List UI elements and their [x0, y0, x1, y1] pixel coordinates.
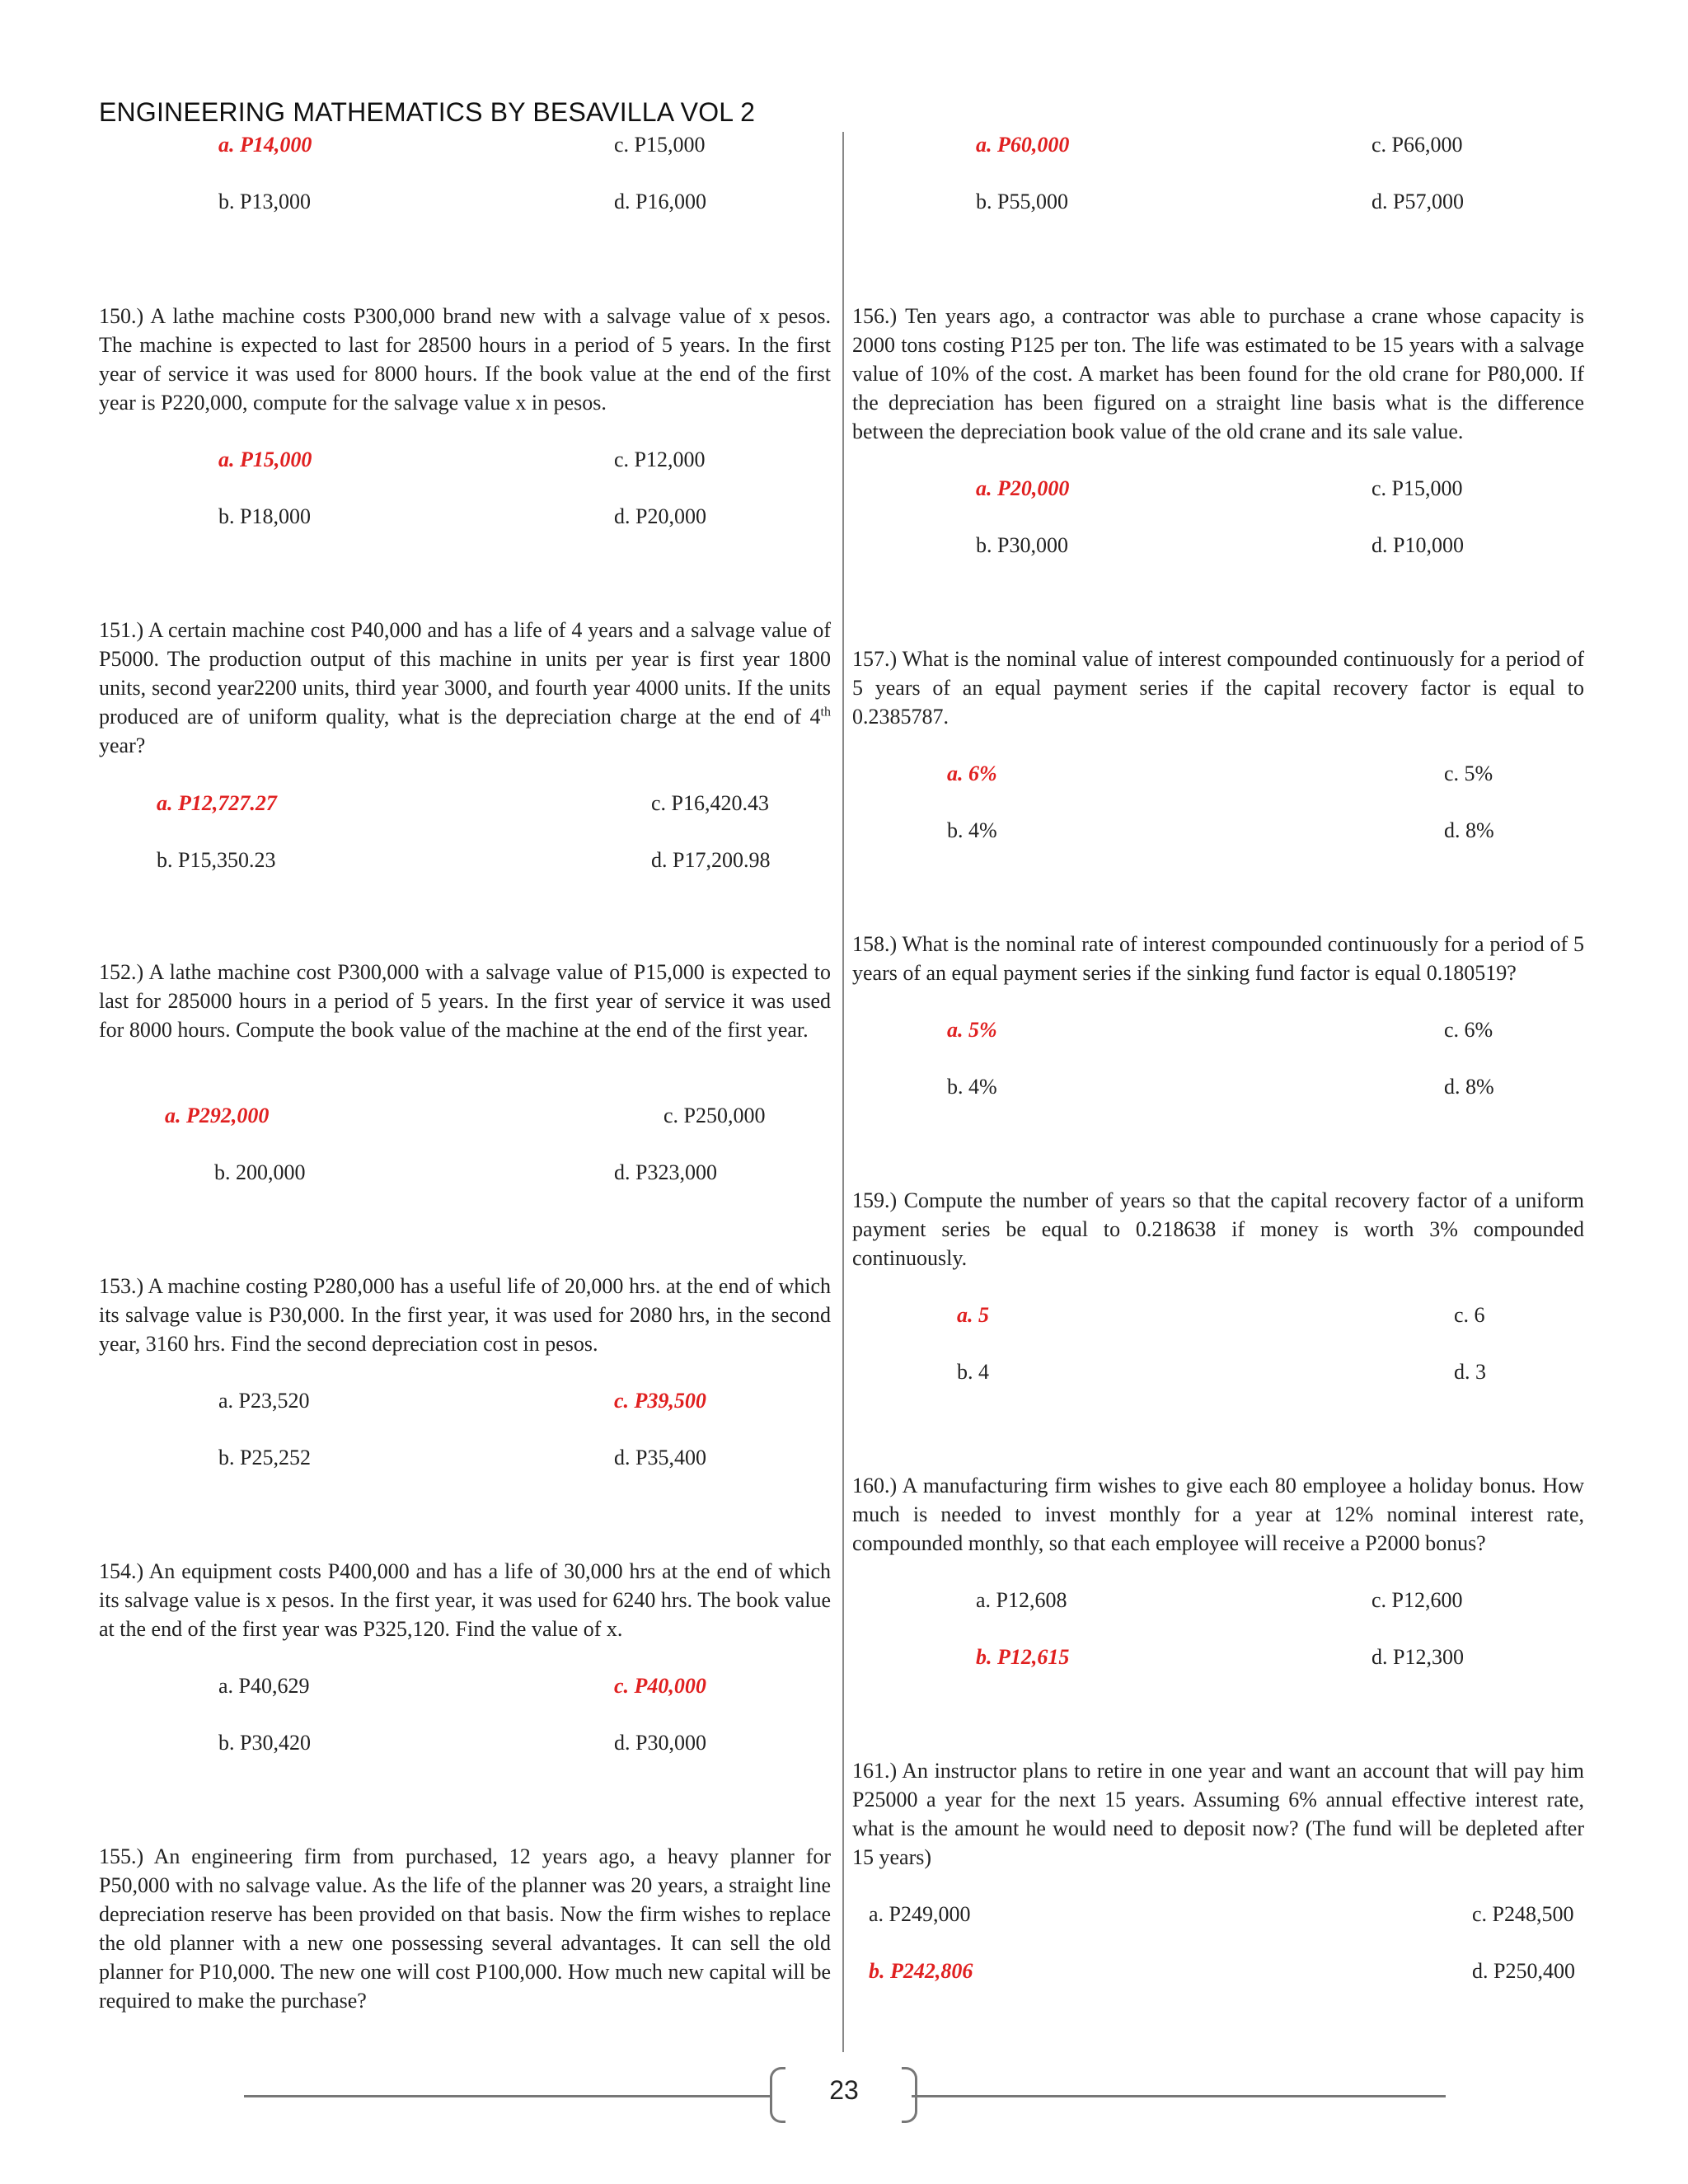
option-c: c. 6%	[1444, 1018, 1493, 1042]
option-c: c. P12,000	[614, 448, 706, 471]
option-c: c. P248,500	[1472, 1902, 1574, 1926]
option-a-answer: a. P14,000	[218, 133, 312, 157]
question-154-text: 154.) An equipment costs P400,000 and has a life of 30,000 hrs at the end of which its salvage value is x pesos. In the first year, it was used for 6240 hrs. The book value at the end of the first year was P325,120. Find the value of x.	[99, 1559, 831, 1641]
question-161	[852, 1756, 1584, 1872]
option-a: a. P23,520	[218, 1389, 310, 1413]
question-153	[99, 1272, 831, 1358]
option-d: d. P12,300	[1372, 1645, 1464, 1669]
question-159	[852, 1186, 1584, 1272]
option-b: b. P15,350.23	[157, 848, 276, 872]
option-b: b. P18,000	[218, 504, 311, 528]
option-c: c. P12,600	[1372, 1588, 1463, 1612]
option-b: b. 4%	[947, 818, 997, 842]
option-d: d. P323,000	[614, 1160, 717, 1184]
option-b-answer: b. P242,806	[869, 1959, 973, 1983]
option-d: d. P20,000	[614, 504, 706, 528]
page-header-title: ENGINEERING MATHEMATICS BY BESAVILLA VOL 2	[99, 97, 756, 127]
footer-rule-right	[912, 2095, 1446, 2097]
question-150	[99, 302, 831, 417]
option-a: a. P249,000	[869, 1902, 971, 1926]
option-c: c. 5%	[1444, 762, 1493, 785]
option-c: c. 6	[1454, 1303, 1485, 1327]
option-b: b. 200,000	[214, 1160, 306, 1184]
question-152	[99, 958, 831, 1044]
option-c: c. P66,000	[1372, 133, 1463, 157]
option-c: c. P15,000	[1372, 476, 1463, 500]
option-b: b. P30,000	[976, 533, 1068, 557]
question-157	[852, 644, 1584, 731]
ordinal-suffix: th	[820, 705, 831, 719]
option-d: d. 3	[1454, 1360, 1486, 1384]
option-b: b. P30,420	[218, 1731, 311, 1755]
question-158	[852, 930, 1584, 987]
option-d: d. P30,000	[614, 1731, 706, 1755]
question-154	[99, 1557, 831, 1643]
option-c-answer: c. P39,500	[614, 1389, 706, 1413]
option-a-answer: a. P15,000	[218, 448, 312, 471]
option-d: d. P57,000	[1372, 190, 1464, 213]
option-c: c. P15,000	[614, 133, 706, 157]
option-a-answer: a. P20,000	[976, 476, 1070, 500]
question-161-text: 161.) An instructor plans to retire in one year and want an account that will pay him P25000 a year for the next 15 years. Assuming 6% annual effective interest rate, what is the amount he would need to deposit now? (The fund will be depleted after 15 years)	[852, 1759, 1584, 1869]
question-160	[852, 1471, 1584, 1558]
question-155	[99, 1842, 831, 2015]
option-a-answer: a. 5%	[947, 1018, 997, 1042]
option-a-answer: a. P12,727.27	[157, 791, 277, 815]
option-a: a. P12,608	[976, 1588, 1067, 1612]
question-156	[852, 302, 1584, 446]
column-divider	[842, 132, 844, 2052]
option-b: b. P55,000	[976, 190, 1068, 213]
option-d: d. 8%	[1444, 1075, 1494, 1099]
question-150-text: 150.) A lathe machine costs P300,000 brand new with a salvage value of x pesos. The machine is expected to last for 28500 hours in a period of 5 years. In the first year of service it was used for 8000 hours. If the book value at the end of the first year is P220,000, compute for the salvage value x in pesos.	[99, 304, 831, 415]
question-152-text: 152.) A lathe machine cost P300,000 with a salvage value of P15,000 is expected to last for 285000 hours in a period of 5 years. In the first year of service it was used for 8000 hours. Compute the book value of the machine at the end of the first year.	[99, 960, 831, 1042]
page-footer	[0, 2060, 1688, 2126]
option-d: d. 8%	[1444, 818, 1494, 842]
option-a: a. P40,629	[218, 1674, 310, 1698]
page-number: 23	[829, 2075, 859, 2105]
question-156-text: 156.) Ten years ago, a contractor was able to purchase a crane whose capacity is 2000 tons costing P125 per ton. The life was estimated to be 15 years with a salvage value of 10% of the cost. A market has been found for the old crane for P80,000. If the depreciation has been figured on a straight line basis what is the difference between the depreciation book value of the old crane and its sale value.	[852, 304, 1584, 443]
option-d: d. P35,400	[614, 1446, 706, 1469]
option-b: b. P13,000	[218, 190, 311, 213]
option-a-answer: a. 6%	[947, 762, 997, 785]
question-159-text: 159.) Compute the number of years so that the capital recovery factor of a uniform payment series be equal to 0.218638 if money is worth 3% compounded continuously.	[852, 1188, 1584, 1270]
option-a-answer: a. P60,000	[976, 133, 1070, 157]
option-a-answer: a. P292,000	[165, 1104, 270, 1127]
option-a-answer: a. 5	[957, 1303, 989, 1327]
option-b-answer: b. P12,615	[976, 1645, 1070, 1669]
question-160-text: 160.) A manufacturing firm wishes to give each 80 employee a holiday bonus. How much is needed to invest monthly for a year at 12% nominal interest rate, compounded monthly, so that each employee will receive a P2000 bonus?	[852, 1474, 1584, 1555]
question-151-text: 151.) A certain machine cost P40,000 and has a life of 4 years and a salvage value of P5000. The production output of this machine in units per year is first year 1800 units, second year2200 units, third year 3000, and fourth year 4000 units. If the units produced are of uniform quality, what is the depreciation charge at the end of 4th year?	[99, 618, 831, 757]
option-c: c. P16,420.43	[651, 791, 769, 815]
option-d: d. P17,200.98	[651, 848, 771, 872]
option-c: c. P250,000	[663, 1104, 766, 1127]
question-153-text: 153.) A machine costing P280,000 has a useful life of 20,000 hrs. at the end of which its salvage value is P30,000. In the first year, it was used for 2080 hrs, in the second year, 3160 hrs. Find the second depreciation cost in pesos.	[99, 1274, 831, 1356]
question-151	[99, 616, 831, 760]
option-d: d. P16,000	[614, 190, 706, 213]
option-b: b. P25,252	[218, 1446, 311, 1469]
option-c-answer: c. P40,000	[614, 1674, 706, 1698]
option-d: d. P250,400	[1472, 1959, 1575, 1983]
question-158-text: 158.) What is the nominal rate of interest compounded continuously for a period of 5 years of an equal payment series if the sinking fund factor is equal 0.180519?	[852, 932, 1584, 985]
question-155-text: 155.) An engineering firm from purchased, 12 years ago, a heavy planner for P50,000 with no salvage value. As the life of the planner was 20 years, a straight line depreciation reserve has been provided on that basis. Now the firm wishes to replace the old planner with a new one possessing several advantages. It can sell the old planner for P10,000. The new one will cost P100,000. How much new capital will be required to make the purchase?	[99, 1844, 831, 2013]
question-157-text: 157.) What is the nominal value of interest compounded continuously for a period of 5 years of an equal payment series if the capital recovery factor is equal to 0.2385787.	[852, 647, 1584, 729]
option-b: b. 4	[957, 1360, 989, 1384]
option-b: b. 4%	[947, 1075, 997, 1099]
option-d: d. P10,000	[1372, 533, 1464, 557]
